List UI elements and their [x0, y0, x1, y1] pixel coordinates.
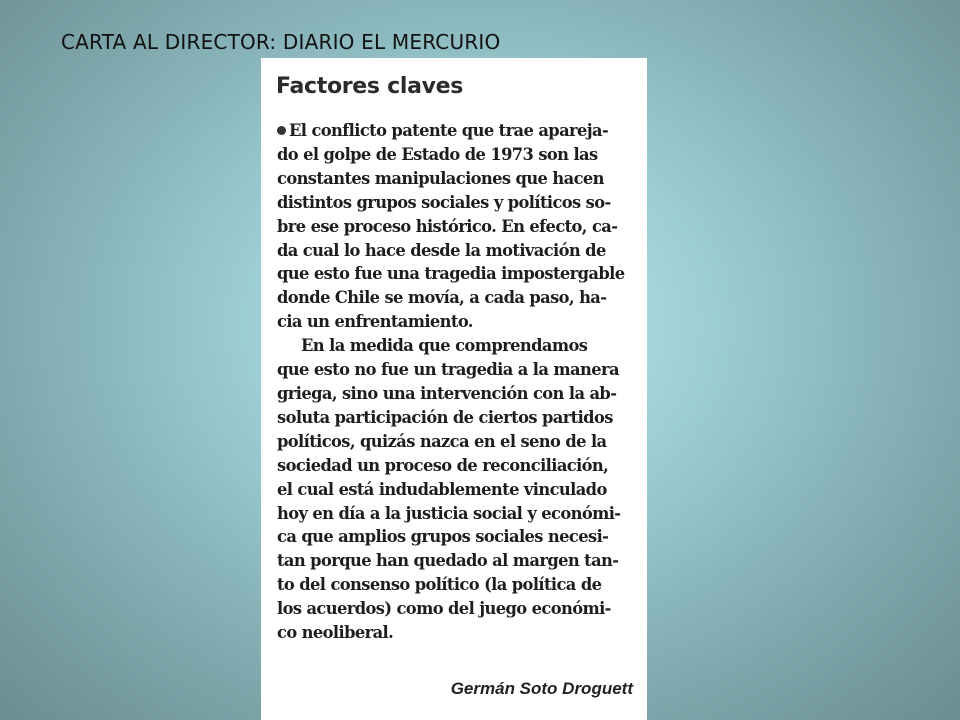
body-line: políticos, quizás nazca en el seno de la — [277, 431, 607, 451]
body-line: to del consenso político (la política de — [277, 575, 602, 595]
body-line: El conflicto patente que trae apareja- — [289, 121, 609, 140]
newspaper-clipping — [261, 58, 647, 720]
body-line: do el golpe de Estado de 1973 son las — [277, 144, 598, 164]
body-line: hoy en día a la justicia social y económi- — [277, 503, 621, 523]
body-line: En la medida que comprendamos — [301, 336, 588, 356]
body-line: ca que amplios grupos sociales necesi- — [277, 527, 609, 547]
body-line: que esto no fue un tragedia a la manera — [277, 360, 619, 380]
body-line: co neoliberal. — [277, 623, 394, 643]
body-line: tan porque han quedado al margen tan- — [277, 551, 619, 571]
author-signature: Germán Soto Droguett — [450, 679, 633, 698]
body-line: da cual lo hace desde la motivación de — [277, 240, 606, 260]
body-line: el cual está indudablemente vinculado — [277, 479, 607, 499]
body-line: los acuerdos) como del juego económi- — [277, 599, 611, 619]
body-line: distintos grupos sociales y políticos so- — [277, 192, 611, 212]
clipping-headline: Factores claves — [276, 74, 464, 99]
body-line: soluta participación de ciertos partidos — [277, 407, 613, 427]
body-line: sociedad un proceso de reconciliación, — [277, 455, 609, 475]
body-line: griega, sino una intervención con la ab- — [277, 383, 617, 403]
body-line: constantes manipulaciones que hacen — [277, 168, 604, 188]
slide-title: CARTA AL DIRECTOR: DIARIO EL MERCURIO — [61, 30, 501, 54]
bullet-icon — [277, 126, 286, 135]
body-line: cia un enfrentamiento. — [277, 312, 473, 332]
body-line: donde Chile se movía, a cada paso, ha- — [277, 288, 607, 308]
body-line: bre ese proceso histórico. En efecto, ca- — [277, 216, 618, 236]
clipping-body — [277, 119, 635, 645]
body-line: que esto fue una tragedia impostergable — [277, 264, 625, 284]
